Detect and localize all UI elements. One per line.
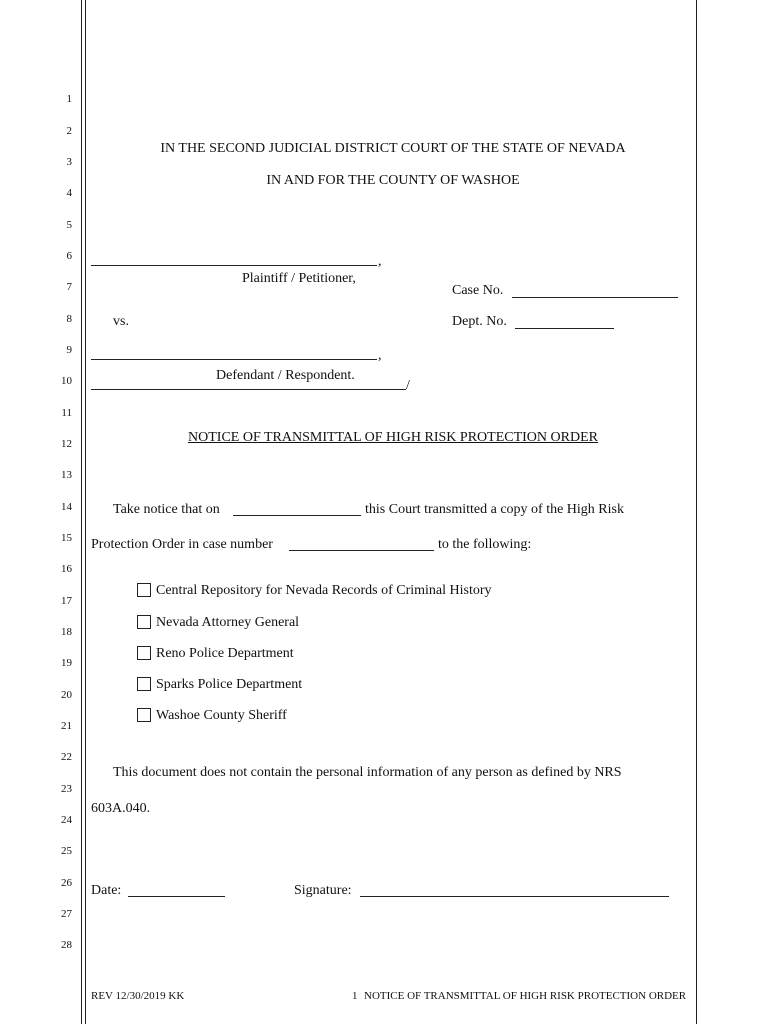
line-number: 22 <box>61 751 72 763</box>
recipient-label: Reno Police Department <box>156 646 294 661</box>
dept-number-label: Dept. No. <box>452 314 507 329</box>
line-number: 20 <box>61 689 72 701</box>
line-number: 11 <box>61 407 72 419</box>
defendant-label: Defendant / Respondent. <box>216 368 355 383</box>
left-margin-rule-outer <box>81 0 82 1024</box>
recipient-label: Nevada Attorney General <box>156 615 300 630</box>
line-number: 28 <box>61 939 72 951</box>
versus-text: vs. <box>113 314 129 329</box>
footer-revision: REV 12/30/2019 KK <box>91 990 185 1002</box>
date-label: Date: <box>91 883 122 898</box>
footer-title: NOTICE OF TRANSMITTAL OF HIGH RISK PROTECTION ORDER <box>364 990 687 1002</box>
line-number: 25 <box>61 845 72 857</box>
line-number: 14 <box>61 501 72 513</box>
dept-number-line[interactable] <box>515 328 614 329</box>
recipient-checkbox[interactable] <box>137 708 151 722</box>
defendant-name-line[interactable] <box>91 359 377 360</box>
disclaimer-line1: This document does not contain the personal information of any person as defined by NRS <box>113 765 622 780</box>
line-number: 16 <box>61 563 72 575</box>
line-number: 5 <box>66 219 72 231</box>
notice-line2-prefix: Protection Order in case number <box>91 537 273 552</box>
court-heading: IN THE SECOND JUDICIAL DISTRICT COURT OF THE STATE OF NEVADA <box>160 141 626 156</box>
line-number: 10 <box>61 375 72 387</box>
signature-line[interactable] <box>360 896 669 897</box>
plaintiff-label: Plaintiff / Petitioner, <box>242 271 356 286</box>
signature-label: Signature: <box>294 883 352 898</box>
recipient-checkbox[interactable] <box>137 677 151 691</box>
footer-page-number: 1 <box>352 990 358 1002</box>
line-number: 21 <box>61 720 72 732</box>
line-number: 4 <box>66 187 72 199</box>
date-line[interactable] <box>128 896 225 897</box>
defendant-comma: , <box>378 348 382 363</box>
line-number: 6 <box>66 250 72 262</box>
line-number: 12 <box>61 438 72 450</box>
plaintiff-name-line[interactable] <box>91 265 377 266</box>
caption-close-line <box>91 389 406 390</box>
recipient-checkbox[interactable] <box>137 646 151 660</box>
left-margin-rule-inner <box>85 0 86 1024</box>
recipient-checkbox[interactable] <box>137 583 151 597</box>
plaintiff-comma: , <box>378 254 382 269</box>
line-number: 8 <box>66 313 72 325</box>
case-number-reference-line[interactable] <box>289 550 434 551</box>
line-number: 26 <box>61 877 72 889</box>
line-number: 17 <box>61 595 72 607</box>
line-number: 2 <box>66 125 72 137</box>
disclaimer-line2: 603A.040. <box>91 801 151 816</box>
recipient-label: Central Repository for Nevada Records of Criminal History <box>156 583 492 598</box>
right-margin-rule <box>696 0 697 1024</box>
line-number: 27 <box>61 908 72 920</box>
recipient-checkbox[interactable] <box>137 615 151 629</box>
line-number: 7 <box>66 281 72 293</box>
line-number: 9 <box>66 344 72 356</box>
case-number-line[interactable] <box>512 297 678 298</box>
line-number: 13 <box>61 469 72 481</box>
line-number: 15 <box>61 532 72 544</box>
document-title: NOTICE OF TRANSMITTAL OF HIGH RISK PROTECTION ORDER <box>188 430 598 445</box>
notice-line1-suffix: this Court transmitted a copy of the High Risk <box>365 502 624 517</box>
recipient-label: Washoe County Sheriff <box>156 708 287 723</box>
line-number: 1 <box>66 93 72 105</box>
county-heading: IN AND FOR THE COUNTY OF WASHOE <box>266 173 520 188</box>
notice-line1-prefix: Take notice that on <box>113 502 220 517</box>
line-number: 23 <box>61 783 72 795</box>
notice-line2-suffix: to the following: <box>438 537 532 552</box>
line-number: 3 <box>66 156 72 168</box>
transmittal-date-line[interactable] <box>233 515 361 516</box>
recipient-label: Sparks Police Department <box>156 677 303 692</box>
line-number: 18 <box>61 626 72 638</box>
case-number-label: Case No. <box>452 283 504 298</box>
caption-close-slash: / <box>406 378 410 393</box>
line-number: 24 <box>61 814 72 826</box>
line-number: 19 <box>61 657 72 669</box>
